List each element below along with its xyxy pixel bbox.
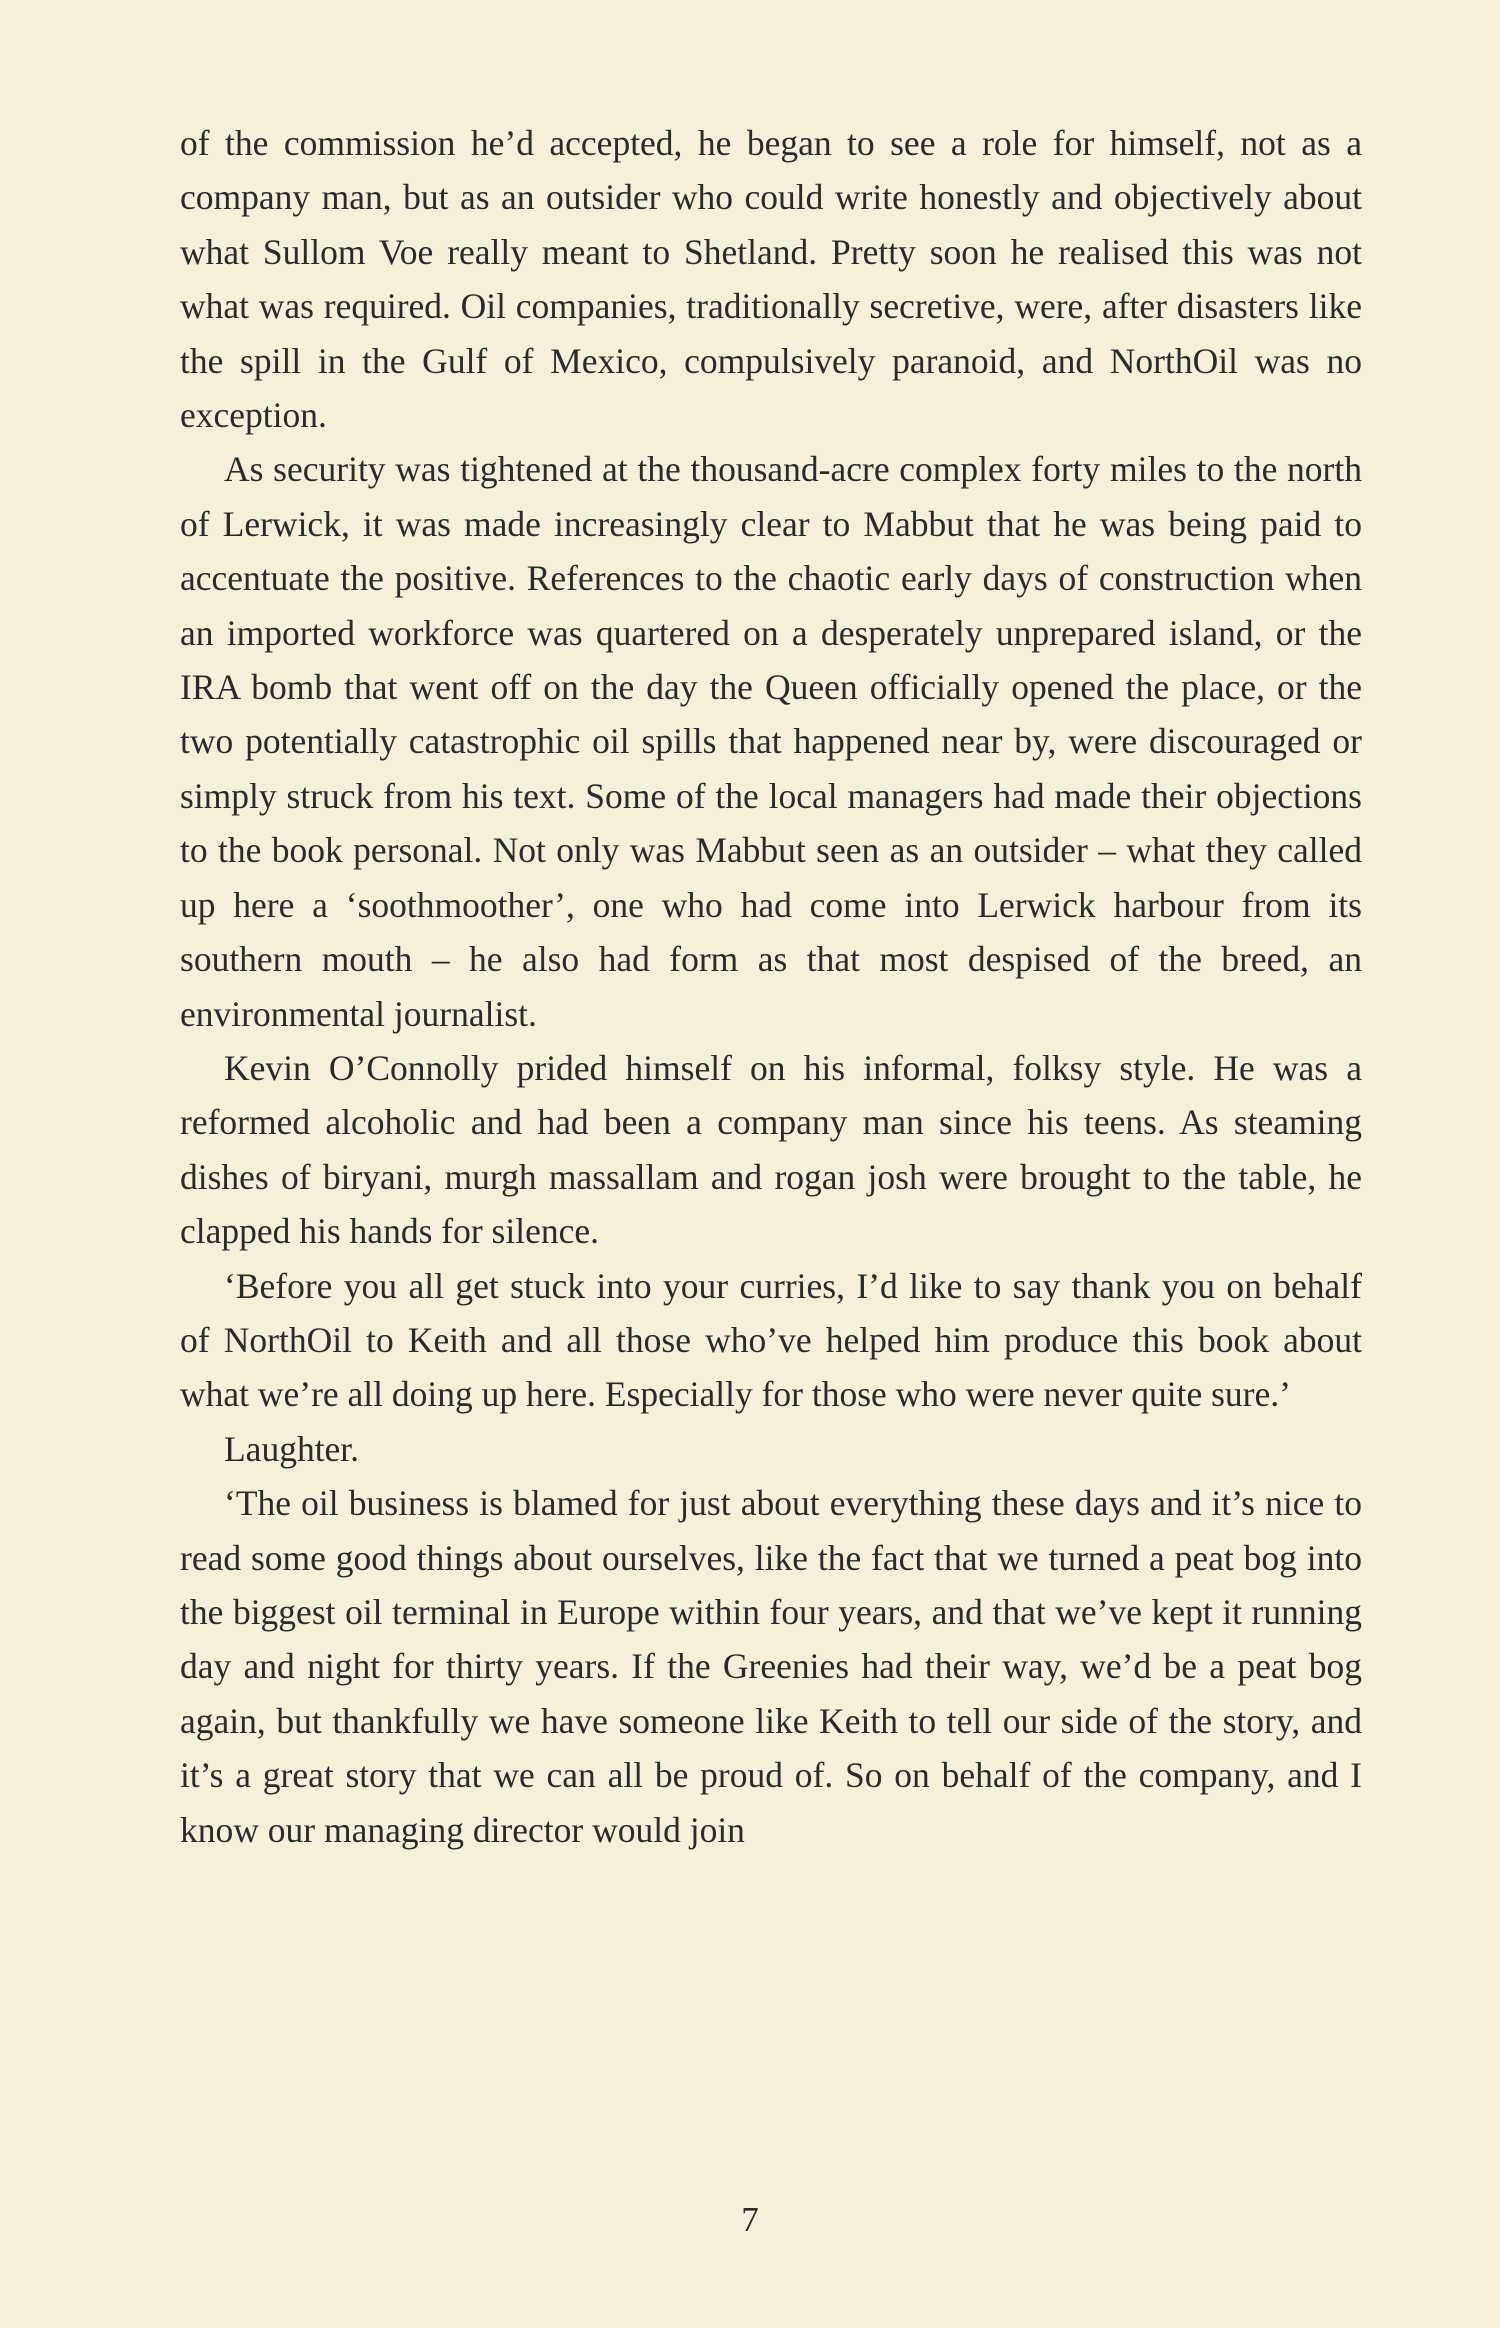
- paragraph-3: Kevin O’Connolly prided himself on his informal, folksy style. He was a reformed alcoholic and had been a company man since his teens. As steaming dishes of biryani, murgh massallam and rogan josh were brought to the table, he clapped his hands for silence.: [180, 1047, 1362, 1252]
- paragraph-2: As security was tightened at the thousand-acre complex forty miles to the north of Lerwick, it was made increasingly clear to Mabbut that he was being paid to accentuate the positive. References to the chaotic early days of construction when an imported workforce was quartered on a desperately unprepared island, or the IRA bomb that went off on the day the Queen officially opened the place, or the two potentially catastrophic oil spills that happened near by, were discouraged or simply struck from his text. Some of the local managers had made their objections to the book personal. Not only was Mabbut seen as an outsider – what they called up here a ‘soothmoother’, one who had come into Lerwick harbour from its southern mouth – he also had form as that most despised of the breed, an environmental journalist.: [180, 449, 1362, 1034]
- paragraph-4: ‘Before you all get stuck into your curries, I’d like to say thank you on behalf of NorthOil to Keith and all those who’ve helped him produce this book about what we’re all doing up here. Especially for those who were never quite sure.’: [180, 1265, 1362, 1415]
- paragraph-5: Laughter.: [224, 1428, 360, 1469]
- paragraph-6: ‘The oil business is blamed for just about everything these days and it’s nice to read some good things about ourselves, like the fact that we turned a peat bog into the biggest oil terminal in Europe within four years, and that we’ve kept it running day and night for thirty years. If the Greenies had their way, we’d be a peat bog again, but thankfully we have someone like Keith to tell our side of the story, and it’s a great story that we can all be proud of. So on behalf of the company, and I know our managing director would join: [180, 1483, 1362, 1850]
- body-text: [180, 116, 1362, 1857]
- paragraph-1: of the commission he’d accepted, he began to see a role for himself, not as a company man, but as an outsider who could write honestly and objectively about what Sullom Voe really meant to Shetland. Pretty soon he realised this was not what was required. Oil companies, traditionally secretive, were, after disasters like the spill in the Gulf of Mexico, compulsively paranoid, and NorthOil was no exception.: [180, 123, 1362, 436]
- page-number: 7: [741, 2200, 759, 2239]
